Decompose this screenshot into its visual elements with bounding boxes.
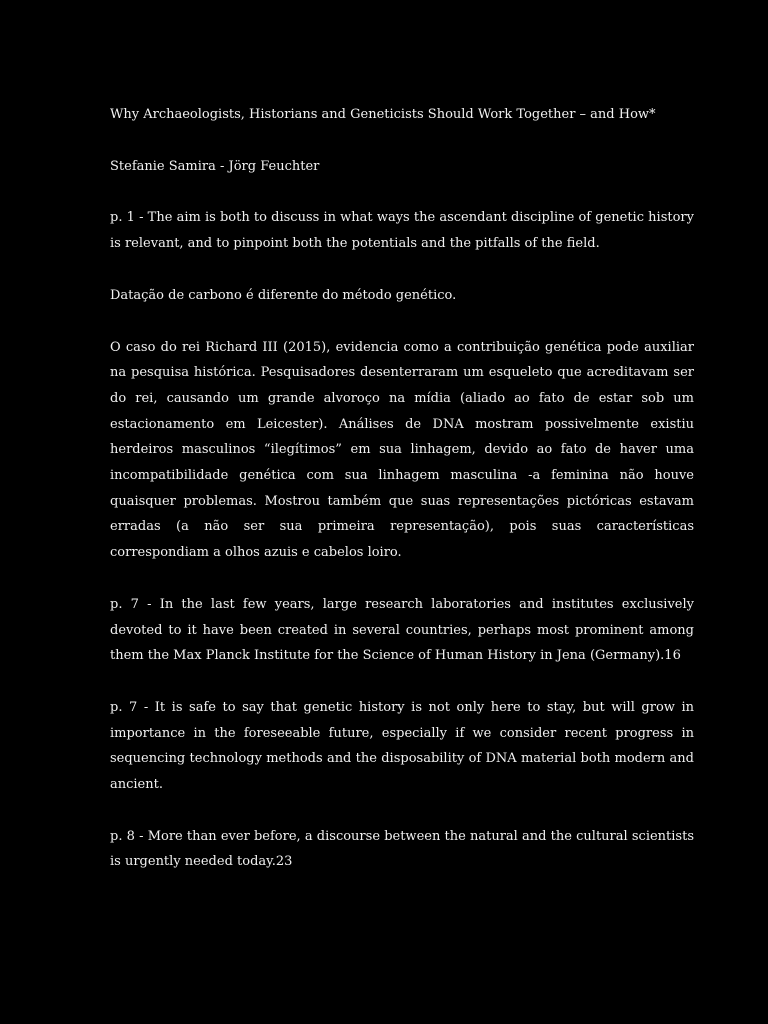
paragraph-p8-discourse: p. 8 - More than ever before, a discourse between the natural and the cultural scientists is urgently needed today.23 [110,828,694,870]
document-authors: Stefanie Samira - Jörg Feuchter [110,158,320,174]
paragraph-p7-genetic-history: p. 7 - It is safe to say that genetic history is not only here to stay, but will grow in importance in the foreseeable future, especially if we consider recent progress in sequencing technology methods and the disposability of DNA material both modern and ancient. [110,699,694,793]
document-page [110,102,694,901]
paragraph-carbon-dating: Datação de carbono é diferente do método genético. [110,287,457,303]
document-title: Why Archaeologists, Historians and Geneticists Should Work Together – and How* [110,107,656,122]
paragraph-p1-aim: p. 1 - The aim is both to discuss in what ways the ascendant discipline of genetic history is relevant, and to pinpoint both the potentials and the pitfalls of the field. [110,210,694,252]
paragraph-p7-laboratories: p. 7 - In the last few years, large research laboratories and institutes exclusively devoted to it have been created in several countries, perhaps most prominent among them the Max Planck Institute for the Science of Human History in Jena (Germany).16 [110,596,694,664]
paragraph-richard-iii: O caso do rei Richard III (2015), evidencia como a contribuição genética pode auxiliar na pesquisa histórica. Pesquisadores desenterraram um esqueleto que acreditavam ser do rei, causando um grande alvoroço na mídia (aliado ao fato de estar sob um estacionamento em Leicester). Análises de DNA mostram possivelmente existiu herdeiros masculinos “ilegítimos” em sua linhagem, devido ao fato de haver uma incompatibilidade genética com sua linhagem masculina -a feminina não houve quaisquer problemas. Mostrou também que suas representações pictóricas estavam erradas (a não ser sua primeira representação), pois suas características correspondiam a olhos azuis e cabelos loiro. [110,339,694,561]
